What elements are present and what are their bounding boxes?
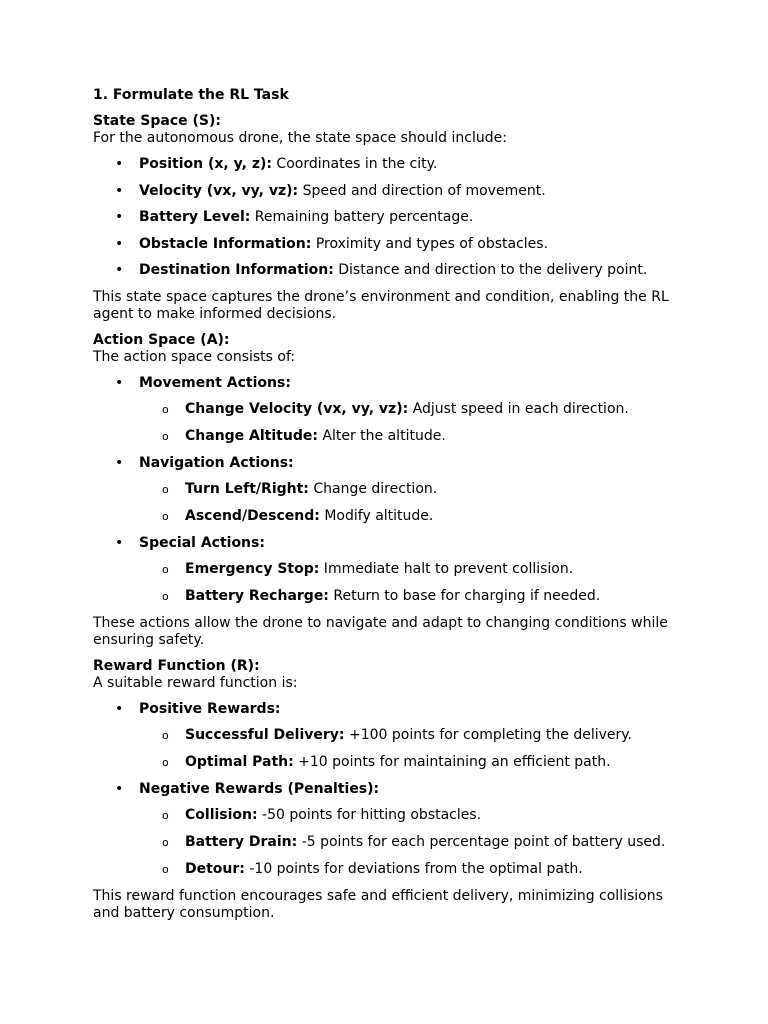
hollow-bullet-icon: o <box>162 483 169 496</box>
sub-list-item <box>139 861 683 878</box>
item-term: Emergency Stop: <box>185 561 320 577</box>
state-space-intro: For the autonomous drone, the state space should include: <box>93 130 507 146</box>
bullet-icon: • <box>115 534 124 551</box>
action-space-intro: The action space consists of: <box>93 348 296 365</box>
list-item <box>93 262 683 279</box>
sub-list-item <box>139 561 683 578</box>
item-desc: Speed and direction of movement. <box>298 182 546 199</box>
sub-list <box>139 807 683 878</box>
sub-list-item <box>139 754 683 771</box>
list-item <box>93 236 683 253</box>
item-desc: Coordinates in the city. <box>271 156 438 172</box>
document-page <box>93 86 683 931</box>
state-space-list <box>93 156 683 279</box>
hollow-bullet-icon: o <box>162 863 169 876</box>
group-label: Negative Rewards (Penalties): <box>139 780 380 797</box>
hollow-bullet-icon: o <box>162 563 169 576</box>
sub-list <box>139 727 683 771</box>
item-desc: Adjust speed in each direction. <box>408 401 629 417</box>
document-title: 1. Formulate the RL Task <box>93 87 289 103</box>
action-space-list <box>93 375 683 606</box>
item-desc: -50 points for hitting obstacles. <box>257 807 482 823</box>
item-term: Battery Level: <box>139 209 251 225</box>
item-desc: -10 points for deviations from the optimal path. <box>244 861 583 877</box>
item-desc: Proximity and types of obstacles. <box>311 235 549 252</box>
sub-list <box>139 561 683 605</box>
item-term: Successful Delivery: <box>185 727 345 743</box>
bullet-icon: • <box>115 262 124 278</box>
sub-list-item <box>139 481 683 498</box>
list-item <box>93 535 683 606</box>
sub-list-item <box>139 588 683 605</box>
hollow-bullet-icon: o <box>162 729 169 742</box>
sub-list-item <box>139 401 683 418</box>
list-item <box>93 375 683 446</box>
hollow-bullet-icon: o <box>162 430 169 443</box>
bullet-icon: • <box>115 209 124 225</box>
hollow-bullet-icon: o <box>162 403 169 416</box>
sub-list-item <box>139 428 683 445</box>
item-desc: Distance and direction to the delivery point. <box>333 262 648 278</box>
list-item <box>93 701 683 772</box>
item-desc: -5 points for each percentage point of battery used. <box>297 834 666 850</box>
item-term: Obstacle Information: <box>139 235 312 252</box>
hollow-bullet-icon: o <box>162 809 169 822</box>
group-label: Special Actions: <box>139 534 265 551</box>
state-space-section <box>93 113 683 323</box>
item-desc: Immediate halt to prevent collision. <box>319 561 574 577</box>
item-desc: Change direction. <box>308 481 438 497</box>
item-term: Battery Recharge: <box>185 588 329 604</box>
item-term: Optimal Path: <box>185 754 294 770</box>
item-term: Collision: <box>185 807 258 823</box>
reward-function-section <box>93 658 683 922</box>
bullet-icon: • <box>115 156 124 172</box>
item-term: Change Altitude: <box>185 428 318 444</box>
item-term: Position (x, y, z): <box>139 156 272 172</box>
item-desc: +100 points for completing the delivery. <box>344 727 632 743</box>
hollow-bullet-icon: o <box>162 836 169 849</box>
item-term: Velocity (vx, vy, vz): <box>139 182 299 199</box>
item-desc: +10 points for maintaining an efficient path. <box>293 754 611 770</box>
hollow-bullet-icon: o <box>162 756 169 769</box>
item-term: Destination Information: <box>139 262 334 278</box>
sub-list-item <box>139 508 683 525</box>
item-term: Turn Left/Right: <box>185 481 309 497</box>
action-space-section <box>93 332 683 649</box>
state-space-heading: State Space (S): <box>93 113 221 129</box>
action-space-summary: These actions allow the drone to navigate and adapt to changing conditions while ensuring safety. <box>93 614 668 648</box>
item-desc: Return to base for charging if needed. <box>328 588 601 604</box>
group-label: Positive Rewards: <box>139 700 281 717</box>
list-item <box>93 209 683 226</box>
list-item <box>93 183 683 200</box>
bullet-icon: • <box>115 182 124 199</box>
item-term: Change Velocity (vx, vy, vz): <box>185 401 409 417</box>
reward-function-intro: A suitable reward function is: <box>93 674 298 691</box>
item-desc: Remaining battery percentage. <box>250 209 474 225</box>
item-desc: Modify altitude. <box>319 508 434 524</box>
hollow-bullet-icon: o <box>162 590 169 603</box>
hollow-bullet-icon: o <box>162 510 169 523</box>
reward-function-list <box>93 701 683 879</box>
bullet-icon: • <box>115 780 124 797</box>
item-term: Battery Drain: <box>185 834 298 850</box>
bullet-icon: • <box>115 374 124 391</box>
item-term: Detour: <box>185 861 245 877</box>
list-item <box>93 781 683 879</box>
sub-list <box>139 481 683 525</box>
group-label: Navigation Actions: <box>139 454 294 471</box>
sub-list-item <box>139 834 683 851</box>
list-item <box>93 156 683 173</box>
group-label: Movement Actions: <box>139 374 291 391</box>
state-space-summary: This state space captures the drone’s environment and condition, enabling the RL agent to make informed decisions. <box>93 288 669 322</box>
item-desc: Alter the altitude. <box>317 428 446 444</box>
action-space-heading: Action Space (A): <box>93 331 230 348</box>
sub-list-item <box>139 807 683 824</box>
bullet-icon: • <box>115 700 124 717</box>
bullet-icon: • <box>115 454 124 471</box>
sub-list <box>139 401 683 445</box>
reward-function-summary: This reward function encourages safe and efficient delivery, minimizing collisions and battery consumption. <box>93 887 663 921</box>
sub-list-item <box>139 727 683 744</box>
list-item <box>93 455 683 526</box>
bullet-icon: • <box>115 235 124 252</box>
item-term: Ascend/Descend: <box>185 508 320 524</box>
reward-function-heading: Reward Function (R): <box>93 657 260 674</box>
